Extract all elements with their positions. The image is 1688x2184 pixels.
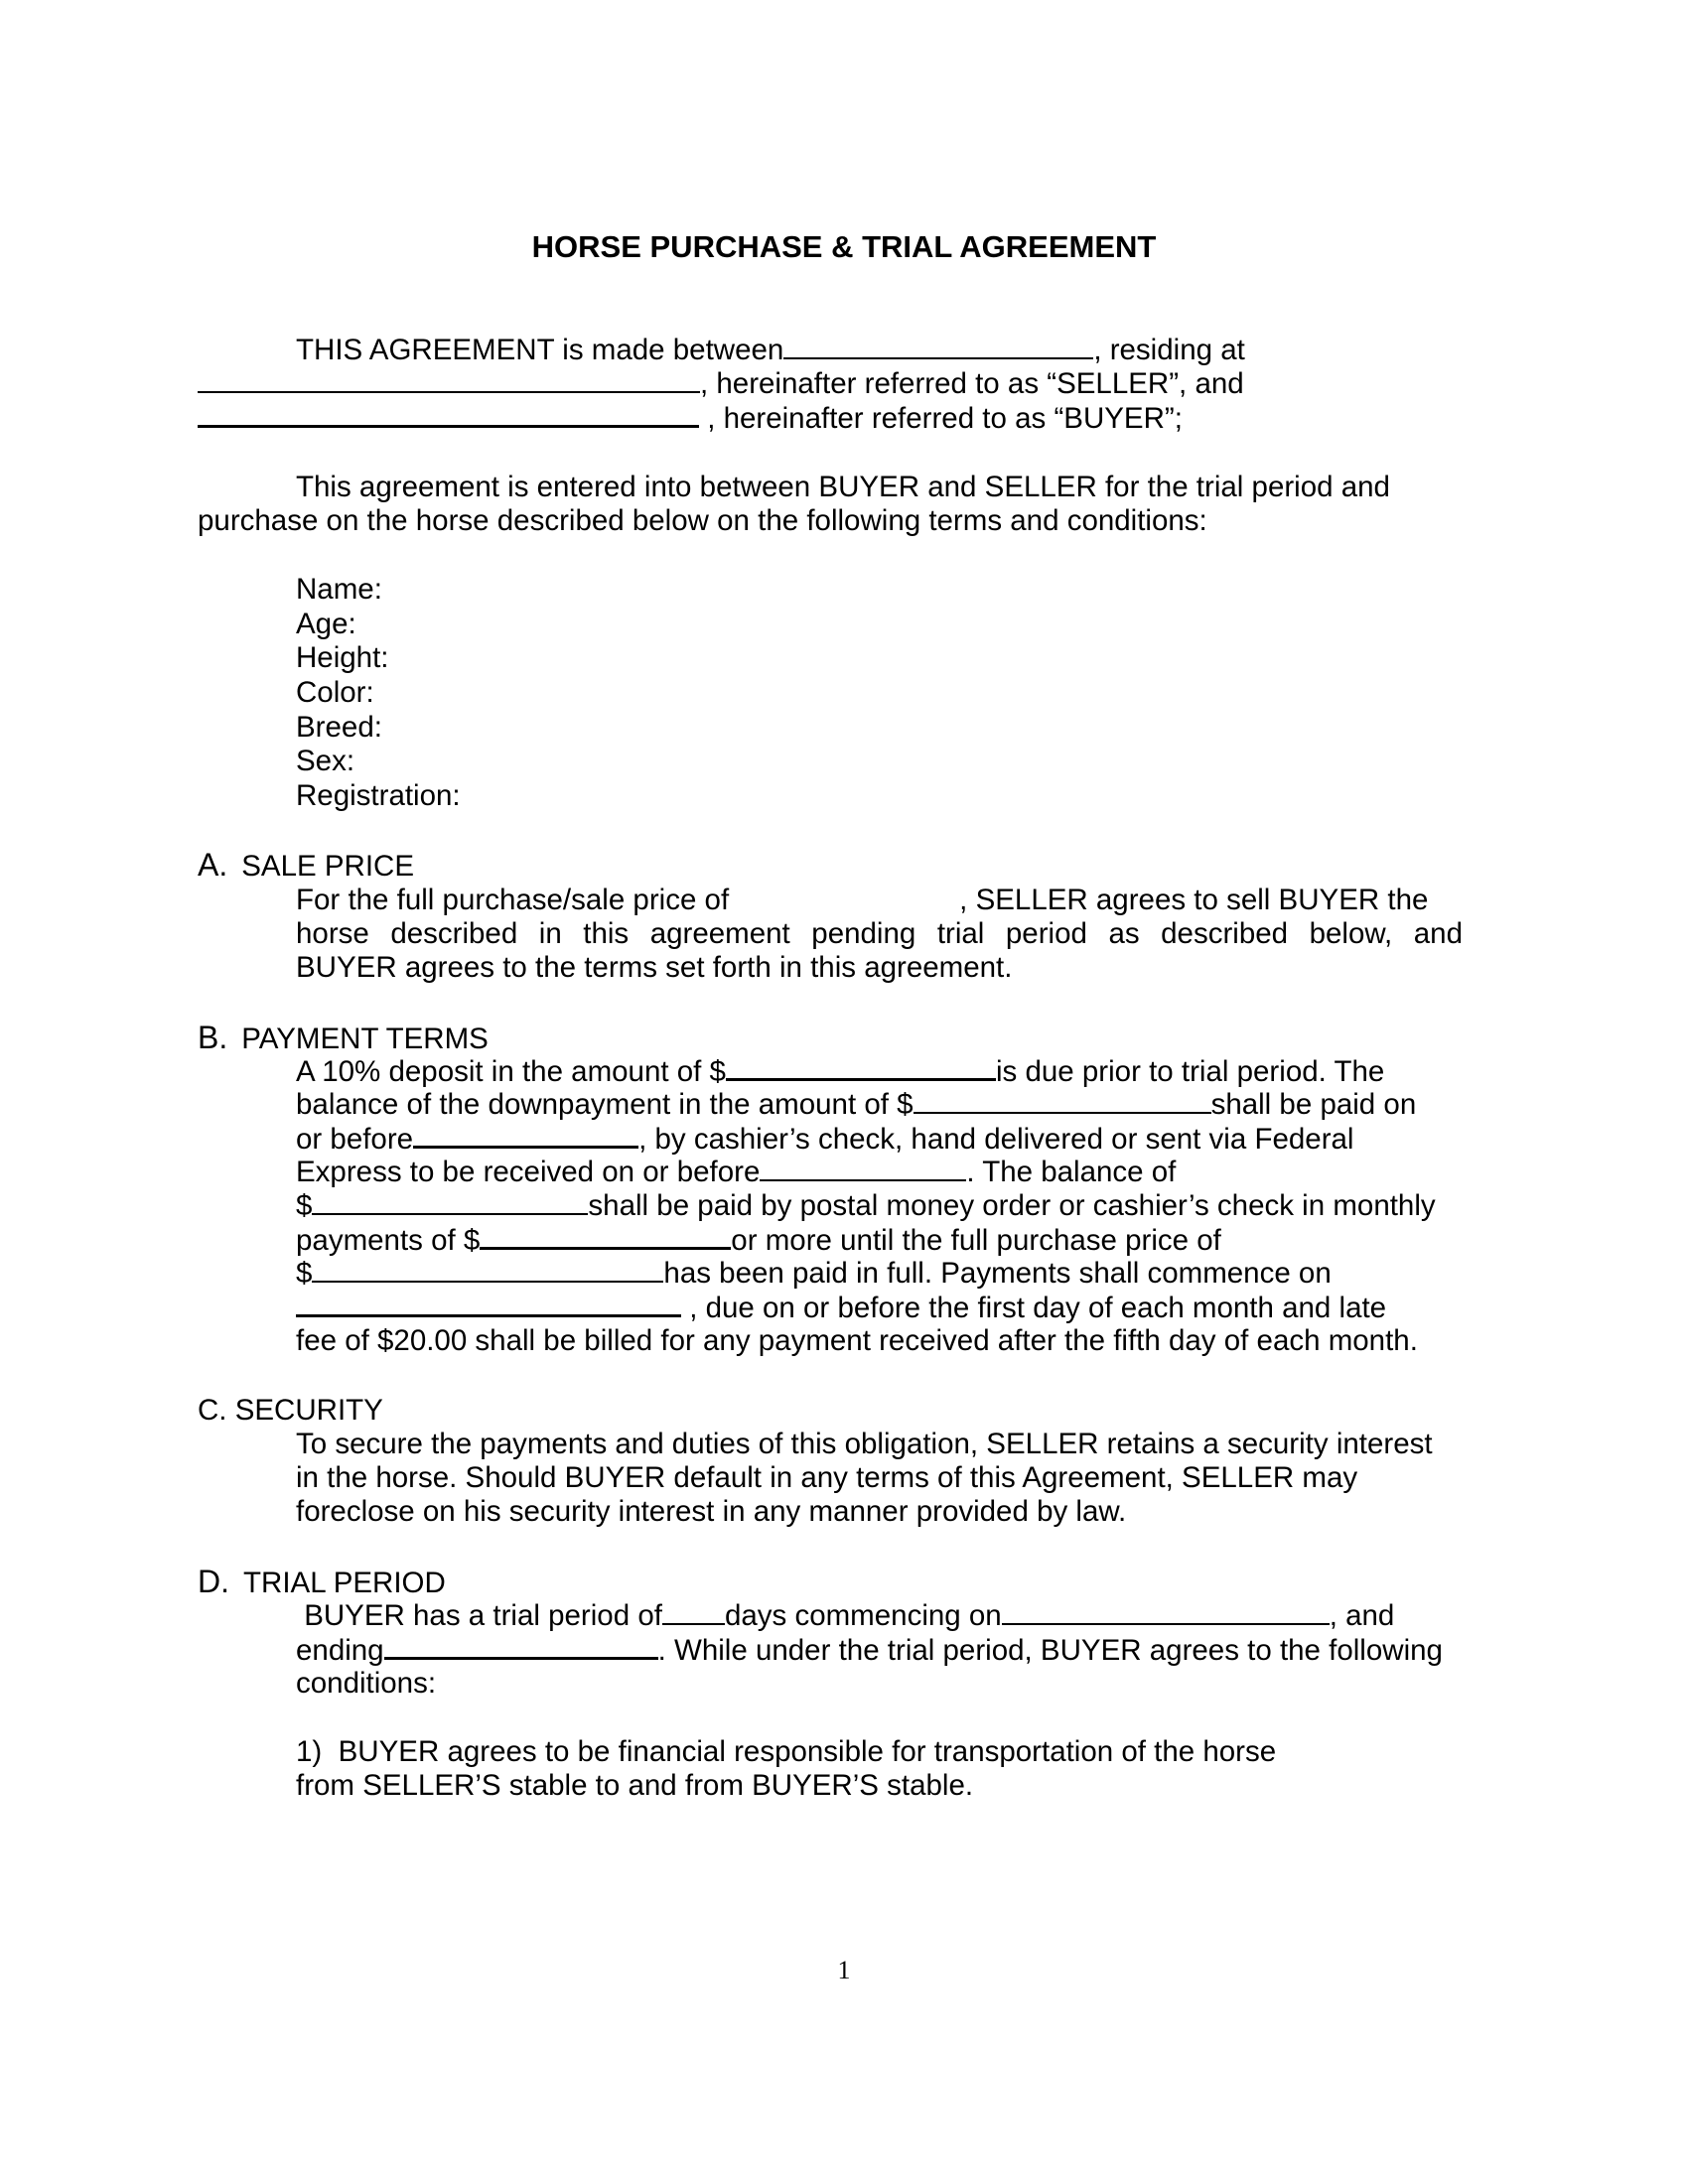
payment-line-7: $ has been paid in full. Payments shall commence on	[296, 1257, 1332, 1290]
purchase-price-blank[interactable]	[312, 1257, 663, 1283]
section-a-line-2: horse described in this agreement pending trial period as described below, and	[296, 917, 1463, 950]
downpayment-date-blank[interactable]	[413, 1122, 638, 1149]
trial-start-date-blank[interactable]	[1002, 1599, 1330, 1625]
section-a-line-3: BUYER agrees to the terms set forth in this agreement.	[296, 951, 1013, 984]
security-line-3: foreclose on his security interest in any manner provided by law.	[296, 1495, 1127, 1528]
intro-line-2: , hereinafter referred to as “SELLER”, and	[198, 367, 1244, 401]
payment-line-8: , due on or before the first day of each month and late	[296, 1291, 1386, 1325]
security-line-2: in the horse. Should BUYER default in any terms of this Agreement, SELLER may	[296, 1461, 1358, 1494]
trial-end-date-blank[interactable]	[384, 1633, 658, 1660]
payment-line-4: Express to be received on or before . The balance of	[296, 1156, 1177, 1188]
payment-line-5: $ shall be paid by postal money order or cashier’s check in monthly	[296, 1189, 1436, 1222]
seller-name-blank[interactable]	[783, 334, 1093, 359]
payment-line-9: fee of $20.00 shall be billed for any payment received after the fifth day of each month.	[296, 1324, 1418, 1357]
payment-line-6: payments of $ or more until the full purchase price of	[296, 1224, 1221, 1257]
document-title: HORSE PURCHASE & TRIAL AGREEMENT	[531, 229, 1157, 264]
balance-amount-blank[interactable]	[312, 1189, 588, 1215]
receipt-date-blank[interactable]	[760, 1156, 966, 1181]
section-d-heading: D. TRIAL PERIOD	[198, 1564, 446, 1599]
horse-field-breed: Breed:	[296, 711, 382, 744]
downpayment-amount-blank[interactable]	[914, 1088, 1211, 1114]
horse-field-height: Height:	[296, 641, 389, 674]
horse-field-name: Name:	[296, 573, 382, 606]
payment-line-2: balance of the downpayment in the amount of $ shall be paid on	[296, 1088, 1417, 1121]
horse-field-color: Color:	[296, 676, 374, 709]
trial-days-blank[interactable]	[662, 1599, 725, 1625]
page-number: 1	[837, 1956, 851, 1984]
condition-1-line-1: 1) BUYER agrees to be financial responsible for transportation of the horse	[296, 1735, 1277, 1768]
para2-line-2: purchase on the horse described below on the following terms and conditions:	[198, 504, 1207, 537]
trial-line-1: BUYER has a trial period of days commencing on , and	[296, 1599, 1395, 1632]
section-a-line-1: For the full purchase/sale price of , SELLER agrees to sell BUYER the	[296, 884, 1429, 916]
payment-line-1: A 10% deposit in the amount of $ is due prior to trial period. The	[296, 1055, 1385, 1088]
para2-line-1: This agreement is entered into between BUYER and SELLER for the trial period and	[296, 471, 1390, 503]
horse-field-age: Age:	[296, 608, 356, 640]
security-line-1: To secure the payments and duties of this obligation, SELLER retains a security interest	[296, 1428, 1433, 1460]
commence-date-blank[interactable]	[296, 1291, 681, 1317]
horse-field-registration: Registration:	[296, 779, 461, 812]
buyer-name-blank[interactable]	[198, 401, 699, 428]
deposit-amount-blank[interactable]	[726, 1054, 996, 1081]
monthly-payment-blank[interactable]	[480, 1223, 731, 1250]
trial-line-2: ending . While under the trial period, BUYER agrees to the following	[296, 1634, 1443, 1667]
horse-field-sex: Sex:	[296, 745, 355, 777]
intro-line-3: , hereinafter referred to as “BUYER”;	[198, 401, 1183, 436]
condition-1-line-2: from SELLER’S stable to and from BUYER’S stable.	[296, 1769, 974, 1802]
section-b-heading: B. PAYMENT TERMS	[198, 1020, 489, 1055]
seller-address-blank[interactable]	[198, 367, 700, 393]
payment-line-3: or before , by cashier’s check, hand delivered or sent via Federal	[296, 1123, 1354, 1156]
intro-line-1: THIS AGREEMENT is made between , residing at	[296, 334, 1245, 366]
section-c-heading: C. SECURITY	[198, 1394, 383, 1427]
section-a-heading: A. SALE PRICE	[198, 847, 415, 883]
trial-line-3: conditions:	[296, 1667, 437, 1700]
